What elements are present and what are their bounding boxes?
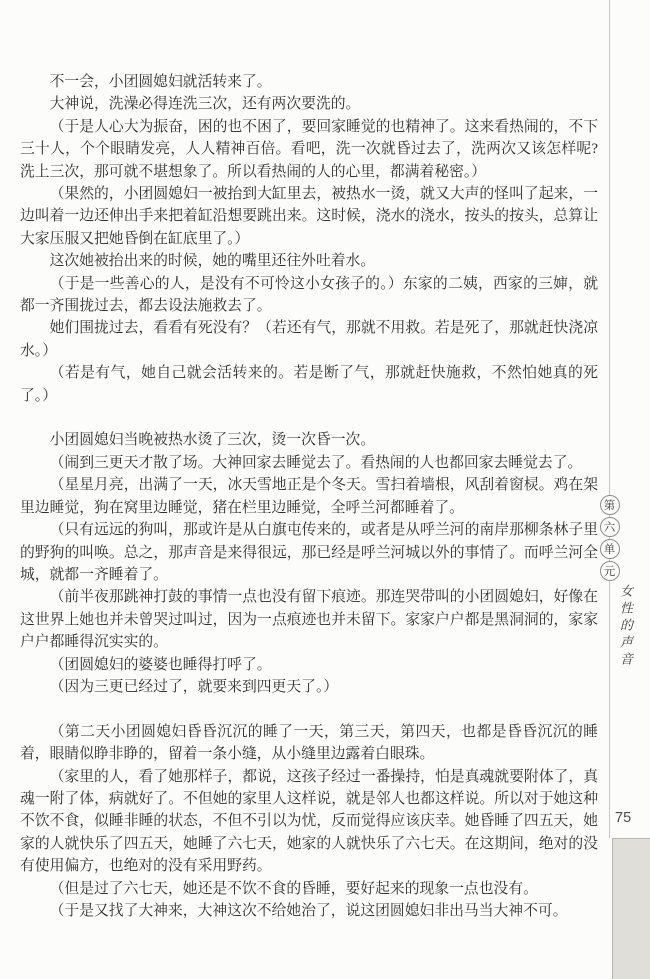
unit-badge-char: 元 bbox=[600, 561, 620, 581]
paragraph: （但是过了六七天，她还是不饮不食的昏睡，要好起来的现象一点也没有。 bbox=[49, 880, 538, 897]
unit-label bbox=[599, 495, 620, 581]
paragraph: （家里的人，看了她那样子，都说，这孩子经过一番操持，怕是真魂就要附体了，真魂一附了体，病就好了。不但她的家里人这样说，就是邻人也都这样说。所以对于她这种不饮不食，似睡非睡的状态，不但不引以为忧，反而觉得应该庆幸。她昏睡了四五天，她家的人就快乐了四五天，她睡了六七天，她家的人就快乐了六七天。在这期间，绝对的没有使用偏方，也绝对的没有采用野药。 bbox=[20, 768, 598, 875]
paragraph: 大神说，洗澡必得连洗三次，还有两次要洗的。 bbox=[49, 96, 361, 113]
paragraph: （于是一些善心的人，是没有不可怜这小女孩子的。）东家的二姨，西家的三婶，就都一齐围拢过去，都去设法施救去了。 bbox=[20, 275, 598, 315]
paragraph: （只有远远的狗叫，那或许是从白旗屯传来的，或者是从呼兰河的南岸那柳条林子里的野狗的叫唤。总之，那声音是来得很远，那已经是呼兰河城以外的事情了。而呼兰河全城，就都一齐睡着了。 bbox=[20, 522, 598, 583]
unit-badge-char: 第 bbox=[600, 495, 620, 515]
body-text bbox=[20, 71, 598, 922]
paragraph: （闹到三更天才散了场。大神回家去睡觉去了。看热闹的人也都回家去睡觉去了。 bbox=[49, 454, 583, 471]
unit-badge-char: 六 bbox=[600, 517, 620, 537]
margin-rule bbox=[609, 0, 610, 838]
paragraph: （于是人心大为振奋，困的也不困了，要回家睡觉的也精神了。这来看热闹的，不下三十人，个个眼睛发亮，人人精神百倍。看吧，洗一次就昏过去了，洗两次又该怎样呢?洗上三次，那可就不堪想象了。所以看热闹的人的心里，都满着秘密。） bbox=[20, 118, 598, 180]
paragraph: （于是又找了大神来，大神这次不给她治了，说这团圆媳妇非出马当大神不可。 bbox=[49, 903, 568, 919]
paragraph: （团圆媳妇的婆婆也睡得打呼了。 bbox=[49, 656, 272, 673]
paragraph: （因为三更已经过了，就要来到四更天了。） bbox=[49, 678, 339, 695]
paragraph: 她们围拢过去，看看有死没有？（若还有气，那就不用救。若是死了，那就赶快浇凉水。） bbox=[20, 320, 598, 359]
page-number: 75 bbox=[615, 810, 632, 826]
unit-badge-char: 单 bbox=[600, 539, 620, 559]
section-title: 女性的声音 bbox=[618, 584, 633, 669]
paragraph: （果然的，小团圆媳妇一被抬到大缸里去，被热水一烫，就又大声的怪叫了起来，一边叫着一边还伸出手来把着缸沿想要跳出来。这时候，浇水的浇水，按头的按头，总算让大家压服又把她昏倒在缸底里了。） bbox=[20, 186, 598, 247]
paragraph: 这次她被抬出来的时候，她的嘴里还往外吐着水。 bbox=[49, 253, 376, 270]
paragraph: （星星月亮，出满了一天，冰天雪地正是个冬天。雪扫着墙根，风刮着窗棂。鸡在架里边睡觉，狗在窝里边睡觉，猪在栏里边睡觉，全呼兰河都睡着了。 bbox=[20, 477, 598, 516]
paragraph: 不一会，小团圆媳妇就活转来了。 bbox=[49, 74, 272, 90]
page-edge-tab bbox=[612, 838, 650, 979]
paragraph: （若是有气，她自己就会活转来的。若是断了气，那就赶快施救，不然怕她真的死了。） bbox=[20, 365, 598, 404]
paragraph: （第二天小团圆媳妇昏昏沉沉的睡了一天，第三天，第四天，也都是昏昏沉沉的睡着，眼睛似睁非睁的，留着一条小缝，从小缝里边露着白眼珠。 bbox=[20, 723, 598, 763]
paragraph: （前半夜那跳神打鼓的事情一点也没有留下痕迹。那连哭带叫的小团圆媳妇，好像在这世界上她也并未曾哭过叫过，因为一点痕迹也并未留下。家家户户都是黑洞洞的，家家户户都睡得沉实实的。 bbox=[20, 589, 598, 651]
paragraph: 小团圆媳妇当晚被热水烫了三次，烫一次昏一次。 bbox=[49, 432, 376, 449]
